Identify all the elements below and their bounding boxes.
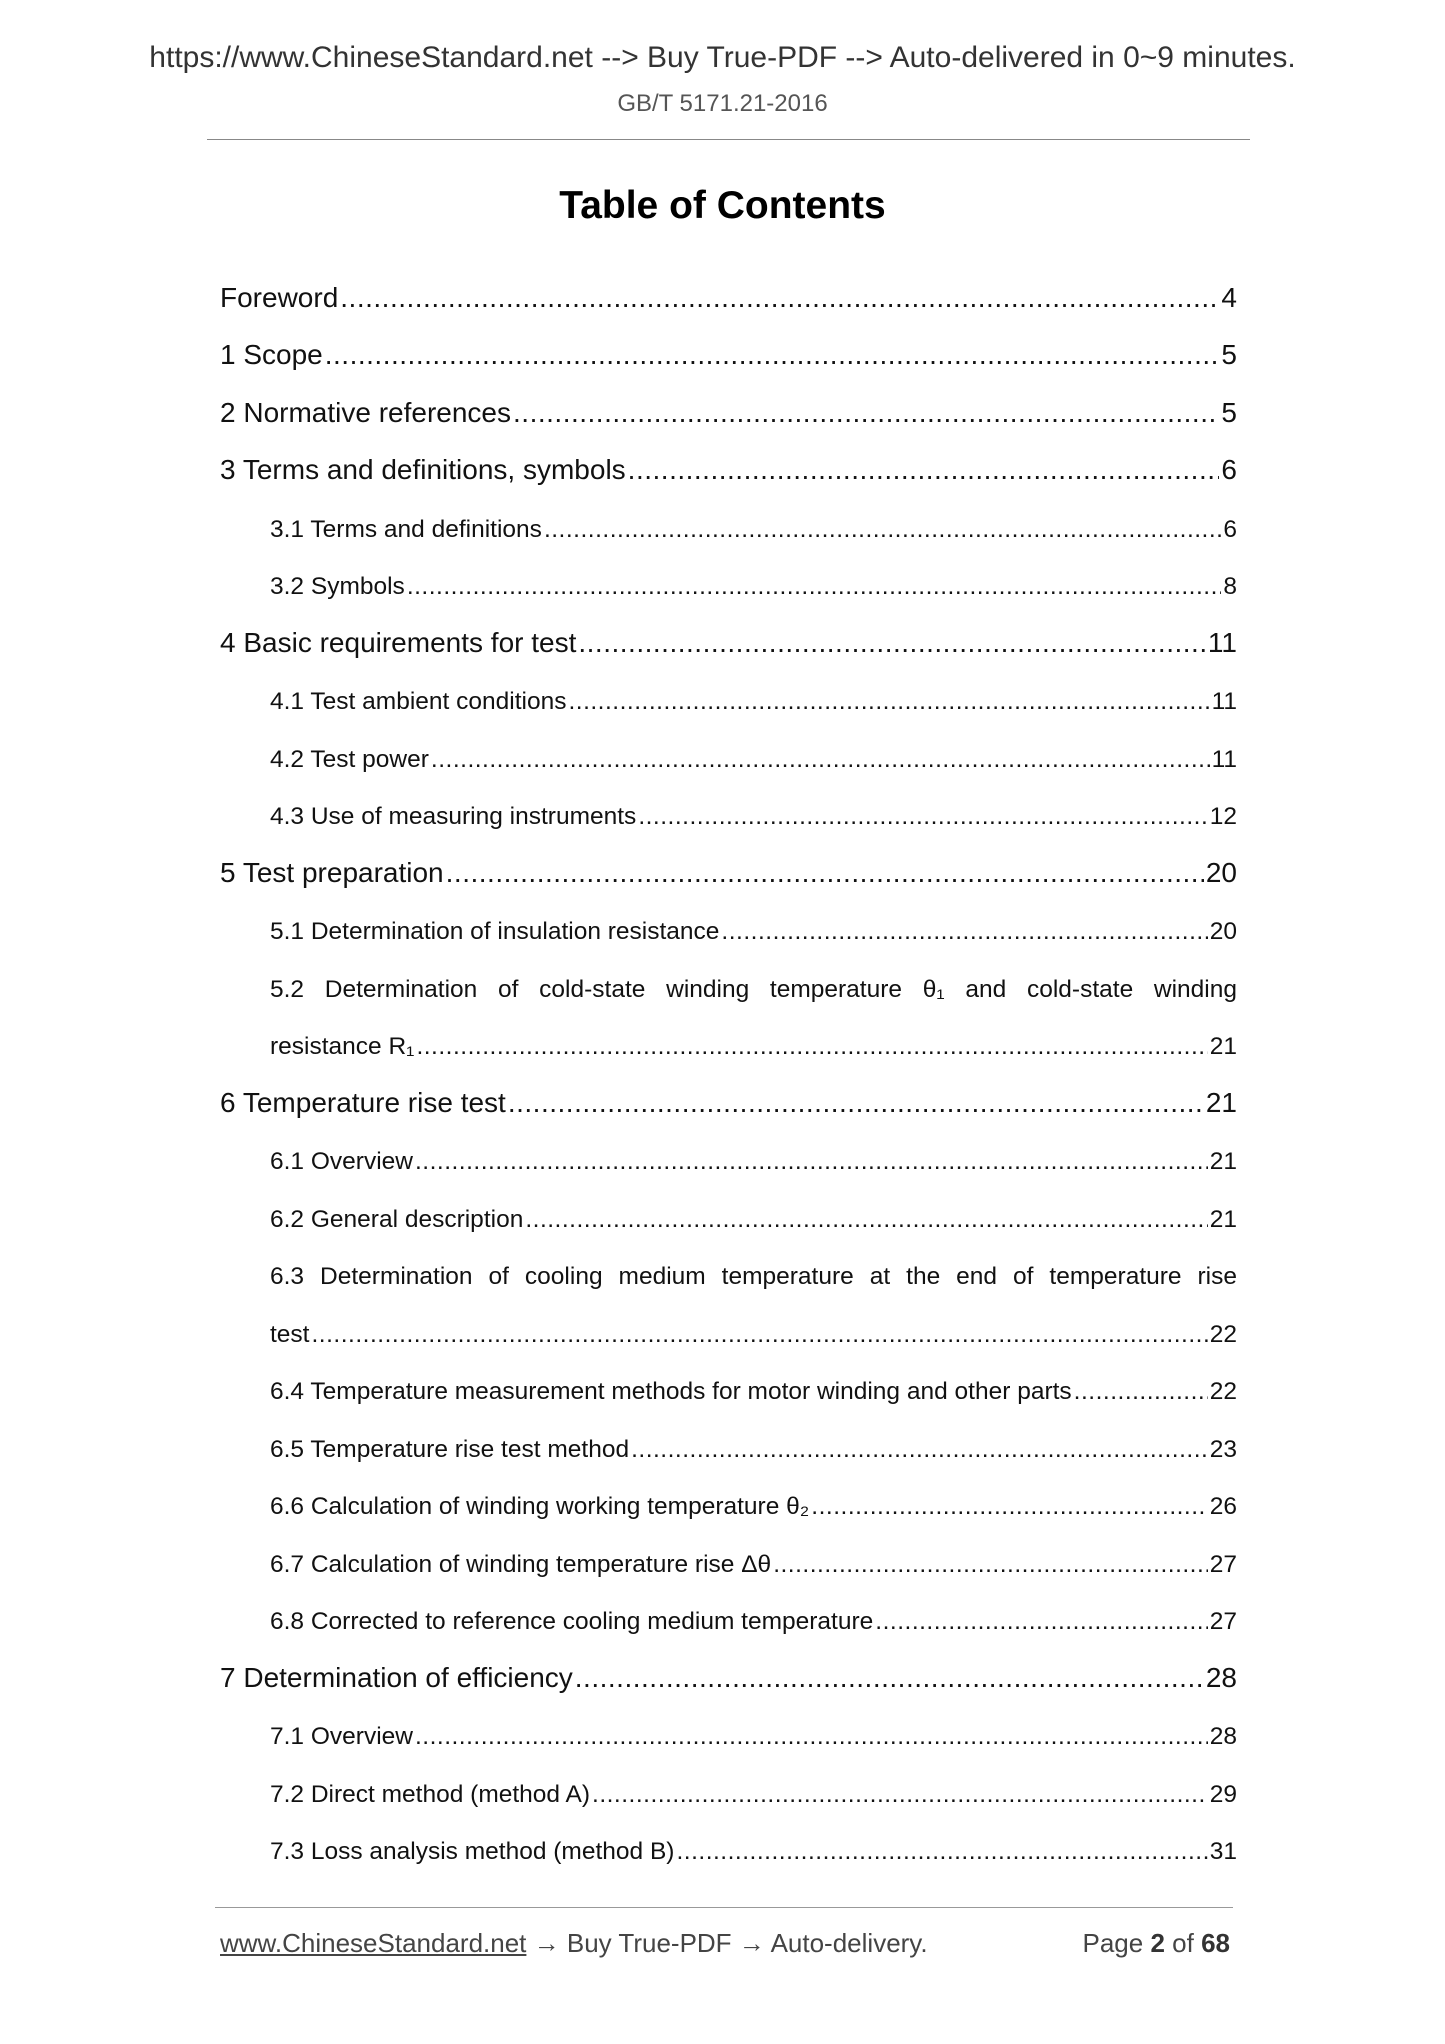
toc-entry-page: 12: [1209, 803, 1237, 830]
toc-entry[interactable]: [220, 716, 1237, 774]
toc-entry-page: 21: [1205, 1086, 1237, 1118]
dot-leader: [875, 1608, 1207, 1636]
dot-leader: [415, 1148, 1208, 1176]
toc-entry-label: 3.1 Terms and definitions: [270, 515, 542, 543]
toc-entry[interactable]: [220, 601, 1237, 659]
toc-entry-page: 20: [1209, 918, 1237, 945]
toc-entry[interactable]: [220, 889, 1237, 947]
toc-entry-label: 3.2 Symbols: [270, 573, 405, 600]
toc-entry-label: 6.8 Corrected to reference cooling medium temperature: [270, 1608, 874, 1635]
toc-entry-line: [220, 946, 1237, 1004]
toc-entry-page: 20: [1205, 856, 1237, 888]
toc-entry-label: 6.6 Calculation of winding working temperature θ₂: [270, 1493, 810, 1520]
dot-leader: [407, 573, 1222, 601]
toc-entry[interactable]: [220, 1119, 1237, 1177]
toc-entry[interactable]: [220, 1004, 1237, 1062]
toc-entry-page: 22: [1209, 1378, 1237, 1405]
dot-leader: [721, 918, 1207, 946]
toc-entry-label: 4 Basic requirements for test: [220, 626, 577, 658]
of-word: of: [1172, 1928, 1194, 1958]
toc-entry-page: 21: [1209, 1148, 1237, 1175]
toc-entry-label: 4.1 Test ambient conditions: [270, 688, 567, 715]
standard-number: GB/T 5171.21-2016: [617, 90, 828, 117]
toc-entry-page: 5: [1221, 339, 1237, 370]
toc-entry-label: 6.7 Calculation of winding temperature rise Δθ: [270, 1550, 772, 1578]
toc-entry-page: 11: [1207, 626, 1237, 658]
toc-entry-page: 6: [1221, 454, 1237, 485]
toc-entry-label: 7 Determination of efficiency: [220, 1661, 573, 1693]
toc-entry-label: 5.1 Determination of insulation resistance: [270, 918, 720, 945]
toc-entry-page: 23: [1209, 1435, 1237, 1463]
toc-entry[interactable]: [220, 1406, 1237, 1464]
toc-entry-label: test: [270, 1320, 310, 1348]
toc-entry-page: 6: [1223, 515, 1237, 543]
toc-entry[interactable]: [220, 1061, 1237, 1119]
toc-entry-label: 7.3 Loss analysis method (method B): [270, 1838, 675, 1865]
header-divider: [207, 139, 1250, 140]
toc-entry-label: 4.3 Use of measuring instruments: [270, 803, 637, 830]
toc-entry-page: 21: [1209, 1205, 1237, 1233]
dot-leader: [508, 1087, 1204, 1119]
toc-entry[interactable]: [220, 774, 1237, 832]
toc-entry-label: 7.2 Direct method (method A): [270, 1780, 591, 1808]
toc-entry-label: 6.2 General description: [270, 1205, 524, 1233]
toc-entry-page: 27: [1209, 1608, 1237, 1635]
dot-leader: [415, 1723, 1208, 1751]
toc-entry-page: 27: [1209, 1550, 1237, 1578]
site-link[interactable]: www.ChineseStandard.net: [220, 1928, 527, 1958]
toc-entry-line: [220, 1234, 1237, 1292]
toc-entry[interactable]: [220, 831, 1237, 889]
dot-leader: [416, 1033, 1207, 1061]
dot-leader: [525, 1206, 1207, 1234]
dot-leader: [312, 1321, 1208, 1349]
toc-entry[interactable]: [220, 544, 1237, 602]
toc-entry[interactable]: [220, 1291, 1237, 1349]
toc-entry-label: 1 Scope: [220, 339, 323, 370]
toc-entry[interactable]: [220, 659, 1237, 717]
total-pages: 68: [1201, 1928, 1230, 1958]
page-footer: [220, 1928, 1230, 1959]
toc-entry-page: 4: [1221, 281, 1237, 313]
toc-entry[interactable]: [220, 1694, 1237, 1752]
toc-entry[interactable]: [220, 1751, 1237, 1809]
toc-entry-page: 22: [1209, 1320, 1237, 1348]
toc-entry[interactable]: [220, 1349, 1237, 1407]
dot-leader: [676, 1838, 1207, 1866]
dot-leader: [575, 1662, 1204, 1694]
dot-leader: [631, 1436, 1208, 1464]
toc-entry[interactable]: [220, 314, 1237, 372]
toc-entry-label: 6.1 Overview: [270, 1148, 413, 1175]
toc-entry-label: 6.5 Temperature rise test method: [270, 1435, 630, 1463]
page-word: Page: [1082, 1928, 1144, 1958]
dot-leader: [431, 746, 1210, 774]
dot-leader: [1074, 1378, 1208, 1406]
toc-entry-page: 21: [1209, 1033, 1237, 1060]
toc-entry[interactable]: [220, 1176, 1237, 1234]
toc-entry-label: 6.4 Temperature measurement methods for motor winding and other parts: [270, 1378, 1072, 1405]
toc-entry-label: 4.2 Test power: [270, 745, 429, 773]
toc-entry-label: resistance R₁: [270, 1033, 415, 1060]
toc-entry-label: 2 Normative references: [220, 396, 512, 428]
toc-entry-page: 11: [1211, 745, 1237, 773]
table-of-contents: [220, 256, 1237, 1866]
dot-leader: [568, 688, 1209, 716]
toc-entry-label: 6 Temperature rise test: [220, 1086, 506, 1118]
dot-leader: [544, 516, 1221, 544]
toc-entry-label: 5 Test preparation: [220, 856, 444, 888]
dot-leader: [446, 857, 1204, 889]
toc-entry[interactable]: [220, 1809, 1237, 1867]
dot-leader: [340, 282, 1219, 314]
dot-leader: [811, 1493, 1207, 1521]
dot-leader: [325, 339, 1220, 371]
toc-entry-page: 11: [1211, 688, 1237, 715]
dot-leader: [638, 803, 1207, 831]
dot-leader: [628, 454, 1220, 486]
toc-entry-page: 8: [1223, 573, 1237, 600]
toc-entry-page: 31: [1209, 1838, 1237, 1865]
toc-entry-page: 5: [1221, 396, 1237, 428]
toc-entry-label: 5.2 Determination of cold-state winding temperature θ₁ and cold-state winding: [270, 975, 1237, 1003]
toc-entry[interactable]: [220, 1636, 1237, 1694]
dot-leader: [578, 627, 1206, 659]
toc-entry-page: 28: [1205, 1661, 1237, 1693]
toc-entry[interactable]: [220, 429, 1237, 487]
toc-entry[interactable]: [220, 1579, 1237, 1637]
dot-leader: [592, 1781, 1208, 1809]
toc-entry[interactable]: [220, 256, 1237, 314]
page-title: Table of Contents: [559, 184, 886, 227]
toc-entry[interactable]: [220, 1521, 1237, 1579]
toc-entry-page: 26: [1209, 1493, 1237, 1520]
toc-entry[interactable]: [220, 371, 1237, 429]
footer-tagline: → Buy True-PDF → Auto-delivery.: [526, 1928, 928, 1958]
toc-entry-label: Foreword: [220, 281, 339, 313]
toc-entry-label: 3 Terms and definitions, symbols: [220, 454, 626, 485]
current-page: 2: [1150, 1928, 1165, 1958]
site-banner: https://www.ChineseStandard.net --> Buy True-PDF --> Auto-delivered in 0~9 minutes.: [149, 41, 1296, 74]
toc-entry-label: 7.1 Overview: [270, 1723, 413, 1750]
toc-entry-page: 28: [1209, 1723, 1237, 1750]
toc-entry-label: 6.3 Determination of cooling medium temperature at the end of temperature rise: [270, 1263, 1237, 1290]
toc-entry[interactable]: [220, 486, 1237, 544]
page-counter: [1082, 1928, 1230, 1959]
toc-entry-page: 29: [1209, 1780, 1237, 1808]
footer-divider: [215, 1907, 1233, 1908]
dot-leader: [513, 397, 1219, 429]
toc-entry[interactable]: [220, 1464, 1237, 1522]
dot-leader: [773, 1551, 1208, 1579]
